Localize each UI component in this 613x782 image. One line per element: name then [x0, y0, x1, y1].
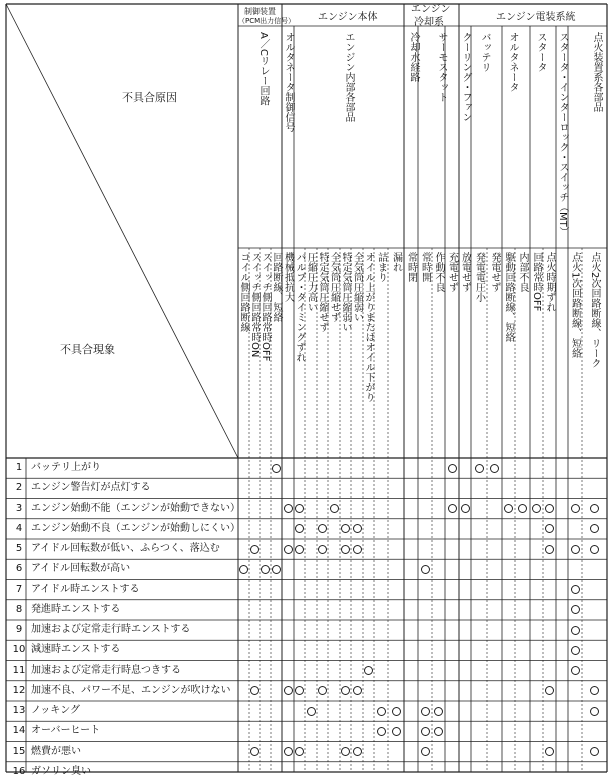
cause-mark-circle: [272, 565, 281, 574]
cause-mark-circle: [475, 464, 484, 473]
failure-mode-label: オイル上がりまたはオイル下がり: [363, 252, 374, 402]
failure-mode-label: スイッチ側回路常時OFF: [260, 252, 271, 362]
failure-mode-label: 点火2次回路断線、リーク: [589, 252, 600, 369]
cause-mark-circle: [318, 545, 327, 554]
cause-mark-circle: [571, 504, 580, 513]
component-label: 点火装置系各部品: [591, 32, 602, 112]
symptom-text: アイドル時エンストする: [31, 583, 140, 595]
symptom-number: 11: [12, 664, 26, 676]
cause-mark-circle: [448, 504, 457, 513]
group-label: エンジン電装系統: [496, 12, 576, 23]
failure-mode-label: 放電せず: [459, 252, 471, 292]
symptom-text: アイドル回転数が高い: [31, 563, 131, 575]
cause-mark-circle: [392, 707, 401, 716]
symptom-text: オーバーヒート: [31, 725, 101, 737]
cause-mark-circle: [353, 524, 362, 533]
symptom-text: 発進時エンストする: [31, 603, 121, 615]
cause-mark-circle: [377, 707, 386, 716]
symptom-number: 4: [15, 522, 23, 534]
cause-mark-circle: [490, 464, 499, 473]
cause-mark-circle: [434, 707, 443, 716]
failure-mode-label: 圧縮圧力高い: [305, 252, 317, 312]
cause-mark-circle: [421, 747, 430, 756]
diagonal-line: [6, 4, 238, 458]
component-label: バッテリ: [479, 32, 490, 72]
cause-mark-circle: [571, 666, 580, 675]
cause-mark-circle: [307, 707, 316, 716]
symptom-number: 12: [12, 684, 26, 696]
failure-mode-label: 機械抵抗大: [282, 252, 294, 302]
cause-mark-circle: [448, 464, 457, 473]
symptom-text: エンジン始動不能（エンジンが始動できない）: [31, 502, 240, 514]
symptom-number: 7: [15, 583, 23, 595]
failure-mode-label: 内部不良: [517, 252, 528, 292]
cause-mark-circle: [434, 727, 443, 736]
cause-mark-circle: [353, 686, 362, 695]
cause-mark-circle: [421, 565, 430, 574]
failure-mode-label: 常時閉: [405, 252, 417, 282]
symptom-number: 8: [15, 603, 23, 615]
failure-mode-label: 特定気筒圧縮せず: [317, 252, 328, 332]
symptom-text: 加速および定常走行時息つきする: [31, 664, 181, 676]
symptom-number: 1: [15, 462, 23, 473]
cause-label: 不具合原因: [122, 91, 177, 104]
failure-mode-label: 詰まり: [375, 252, 387, 282]
failure-mode-label: 回路常時OFF: [531, 252, 542, 312]
group-sublabel: 冷却系: [414, 17, 444, 28]
cause-mark-circle: [421, 727, 430, 736]
symptom-number: 3: [15, 502, 23, 514]
cause-mark-circle: [377, 727, 386, 736]
cause-mark-circle: [272, 464, 281, 473]
failure-mode-label: 点火1次回路断線、短絡: [569, 252, 581, 359]
cause-mark-circle: [284, 545, 293, 554]
component-label: 冷却水経路: [408, 32, 419, 82]
failure-mode-label: 点火時期ずれ: [544, 252, 555, 312]
cause-mark-circle: [392, 727, 401, 736]
symptom-text: 燃費が悪い: [31, 745, 81, 757]
cause-mark-circle: [295, 545, 304, 554]
failure-mode-label: 全気筒圧縮せず: [328, 252, 340, 322]
symptom-number: 10: [12, 644, 26, 656]
cause-mark-circle: [239, 565, 248, 574]
cause-mark-circle: [571, 626, 580, 635]
cause-mark-circle: [353, 545, 362, 554]
failure-mode-label: 充電せず: [446, 252, 458, 292]
symptom-number: 5: [15, 543, 23, 554]
cause-mark-circle: [571, 646, 580, 655]
failure-mode-label: コイル側回路断線: [238, 252, 249, 332]
component-label: サーモスタット: [436, 32, 447, 102]
failure-mode-label: 特定気筒圧縮弱い: [340, 252, 351, 332]
cause-mark-circle: [261, 565, 270, 574]
symptom-text: アイドル回転数が低い、ふらつく、落込む: [31, 543, 220, 554]
group-label: エンジン: [411, 4, 451, 15]
cause-mark-circle: [250, 545, 259, 554]
cause-mark-circle: [284, 686, 293, 695]
cause-mark-circle: [571, 605, 580, 614]
symptom-number: 15: [12, 745, 26, 757]
symptom-text: ガソリン臭い: [31, 765, 91, 777]
cause-mark-circle: [571, 545, 580, 554]
cause-mark-circle: [545, 545, 554, 554]
cause-mark-circle: [330, 504, 339, 513]
symptom-number: 14: [12, 725, 26, 737]
group-sublabel: （PCM出力信号）: [238, 17, 296, 25]
failure-mode-label: 駆動回路断線、短絡: [503, 252, 514, 342]
cause-mark-circle: [590, 545, 599, 554]
component-label: スタータ: [535, 32, 546, 72]
cause-mark-circle: [590, 707, 599, 716]
phenomenon-label: 不具合現象: [60, 343, 115, 356]
failure-mode-label: スイッチ側回路常時ON: [249, 252, 260, 358]
failure-mode-label: 漏れ: [390, 252, 402, 272]
component-label: A／Cリレー回路: [258, 32, 269, 106]
group-label: 制御装置: [244, 7, 276, 16]
cause-mark-circle: [461, 504, 470, 513]
failure-mode-label: 常時開: [419, 252, 431, 282]
failure-mode-label: 作動不良: [433, 252, 444, 292]
failure-mode-label: バルブ・タイミングずれ: [294, 252, 305, 362]
cause-mark-circle: [341, 545, 350, 554]
cause-mark-circle: [284, 747, 293, 756]
cause-mark-circle: [571, 585, 580, 594]
component-label: クーリング・ファン: [460, 32, 471, 122]
component-label: スタータ・インターロック・スイッチ（MT）: [557, 32, 568, 237]
symptom-text: 加速不良、パワー不足、エンジンが吹けない: [31, 684, 231, 696]
symptom-number: 16: [12, 765, 26, 777]
symptom-number: 9: [15, 624, 23, 635]
symptom-text: 加速および定常走行時エンストする: [31, 624, 191, 635]
group-label: エンジン本体: [318, 12, 378, 23]
failure-mode-label: 全気筒圧縮弱い: [351, 252, 363, 322]
symptom-text: 減速時エンストする: [31, 644, 121, 656]
cause-mark-circle: [353, 747, 362, 756]
symptom-number: 2: [15, 482, 23, 494]
symptom-number: 13: [12, 705, 26, 716]
failure-mode-label: 発電電圧小: [473, 252, 485, 302]
cause-mark-circle: [421, 707, 430, 716]
failure-mode-label: 回路断線、短絡: [271, 252, 282, 322]
symptom-text: ノッキング: [31, 705, 80, 716]
failure-mode-label: 発電せず: [489, 252, 500, 292]
component-label: オルタネータ制御信号: [283, 32, 294, 132]
symptom-number: 6: [15, 563, 23, 575]
symptom-text: バッテリ上がり: [31, 462, 101, 473]
component-label: エンジン内部各部品: [343, 32, 354, 122]
component-label: オルタネータ: [507, 32, 518, 92]
cause-mark-circle: [284, 504, 293, 513]
symptom-text: エンジン始動不良（エンジンが始動しにくい）: [31, 522, 240, 534]
symptom-text: エンジン警告灯が点灯する: [31, 482, 151, 494]
